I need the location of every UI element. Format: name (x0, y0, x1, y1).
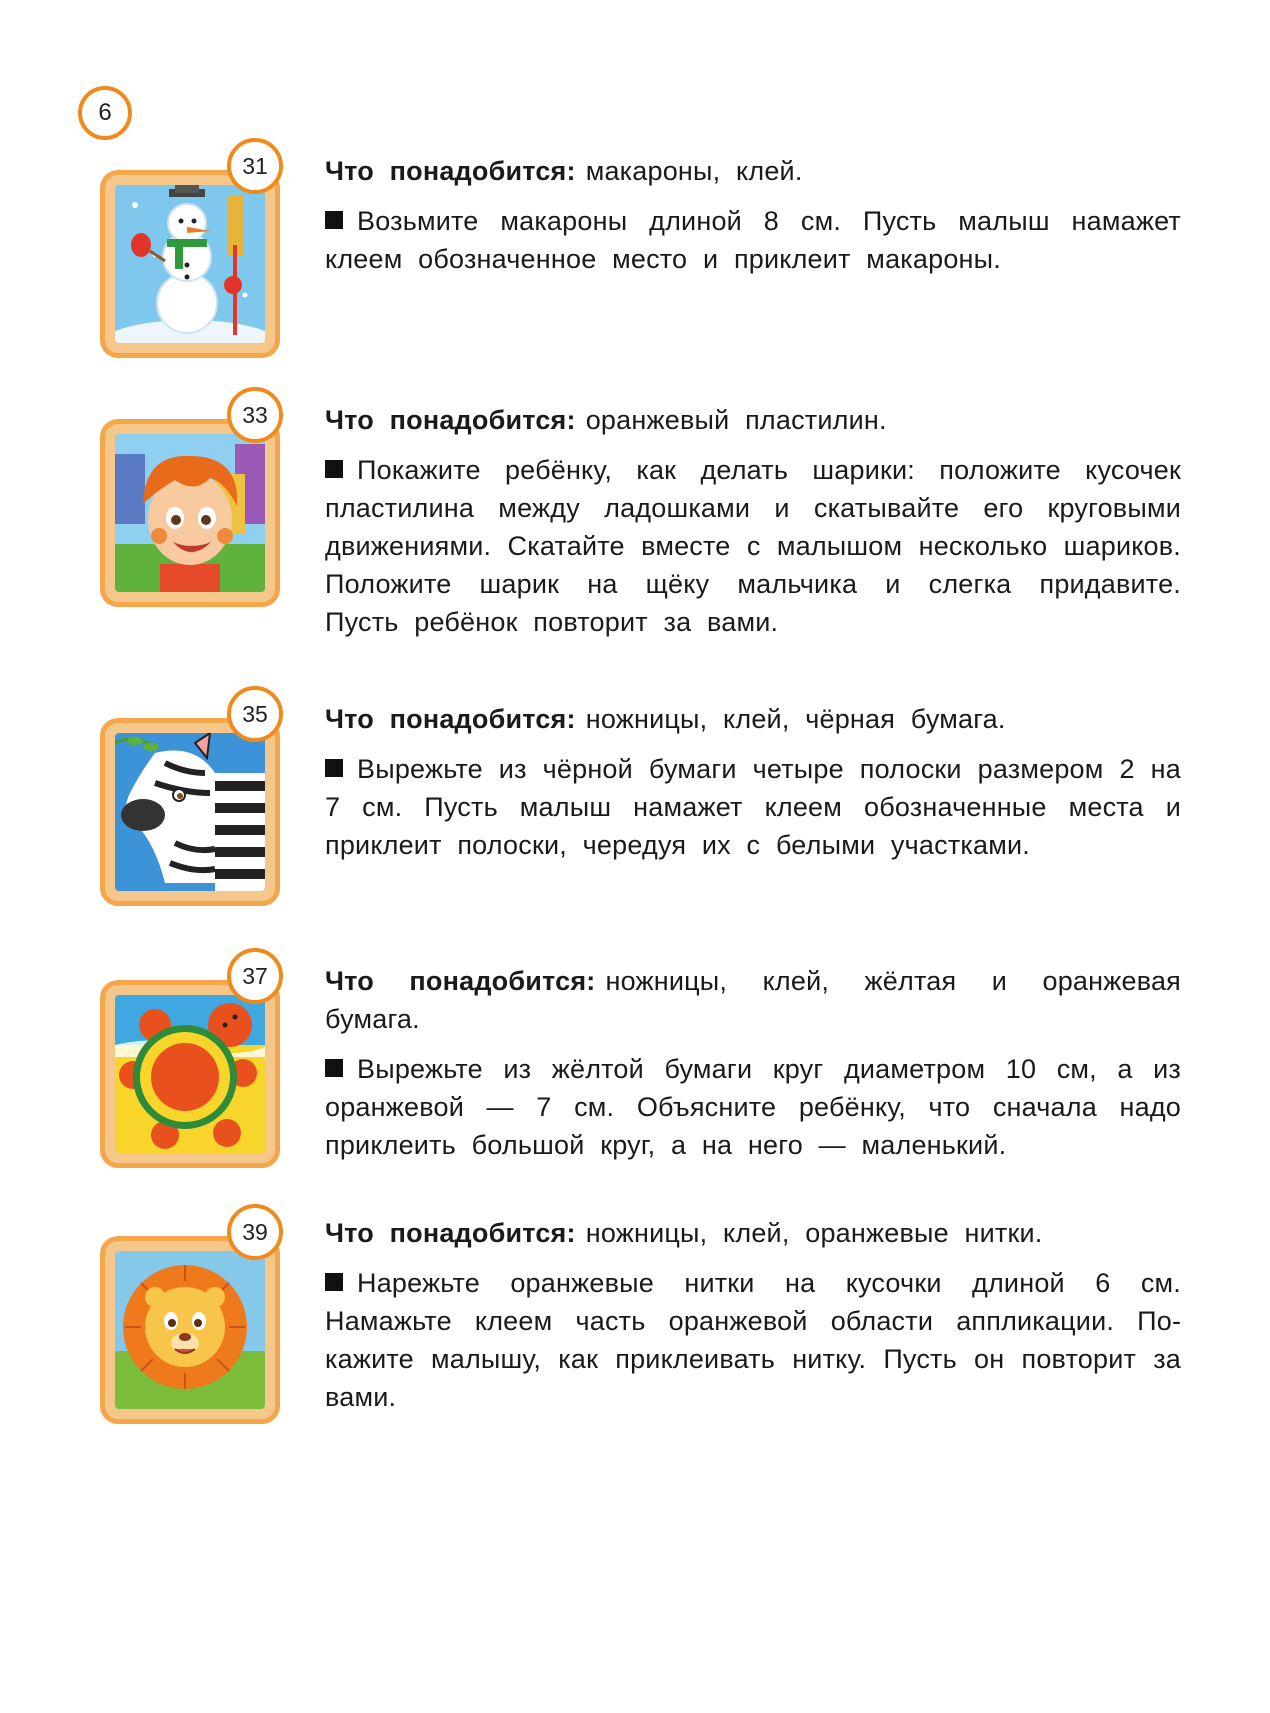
thumbnail-frame (100, 718, 280, 906)
needs-line (325, 962, 1181, 1038)
instruction-body: Возьмите макароны длиной 8 см. Пусть малыш намажет клеем обозначенное место и приклеит макароны. (325, 206, 1181, 274)
needs-text: оранжевый пластилин. (585, 405, 887, 435)
needs-line (325, 1214, 1181, 1252)
needs-text: ножницы, клей, оранжевые нитки. (585, 1218, 1043, 1248)
boy-icon (115, 434, 265, 592)
step-number-badge: 39 (227, 1204, 283, 1260)
step-number-badge: 35 (227, 686, 283, 742)
thumbnail-frame (100, 419, 280, 607)
needs-text: ножницы, клей, чёрная бумага. (585, 704, 1006, 734)
instruction-text (325, 451, 1181, 641)
thumbnail-frame (100, 170, 280, 358)
instruction-body: Нарежьте оранжевые нитки на кусочки длиной 6 см. Намажьте клеем часть оранжевой области аппликации. Покажите малышу, как приклеивать нитку. Пусть он повторит за вами. (325, 1268, 1181, 1412)
entry-text (325, 152, 1181, 278)
entry-text (325, 700, 1181, 864)
page-number: 6 (78, 86, 132, 140)
entry-text (325, 401, 1181, 641)
entry-text (325, 962, 1181, 1164)
needs-label: Что понадобится: (325, 156, 576, 186)
thumbnail-frame (100, 1236, 280, 1424)
instruction-text (325, 202, 1181, 278)
instruction-text (325, 750, 1181, 864)
needs-line (325, 401, 1181, 439)
bullet-square-icon (325, 211, 343, 229)
needs-label: Что понадобится: (325, 405, 576, 435)
sun-flower-icon (115, 995, 265, 1153)
needs-label: Что понадобится: (325, 704, 576, 734)
snowman-icon (115, 185, 265, 343)
needs-line (325, 152, 1181, 190)
instruction-text (325, 1264, 1181, 1416)
bullet-square-icon (325, 1059, 343, 1077)
step-number-badge: 31 (227, 138, 283, 194)
instruction-body: Вырежьте из жёлтой бумаги круг диаметром 10 см, а из оранжевой — 7 см. Объясните ребёнку, что сначала надо приклеить большой круг, а на него — маленький. (325, 1054, 1181, 1160)
lion-icon (115, 1251, 265, 1409)
bullet-square-icon (325, 759, 343, 777)
thumbnail-frame (100, 980, 280, 1168)
needs-label: Что понадобится: (325, 1218, 576, 1248)
step-number-badge: 33 (227, 387, 283, 443)
needs-text: ножницы, клей, жёлтая и оранжевая бумага. (325, 966, 1181, 1034)
zebra-icon (115, 733, 265, 891)
instruction-text (325, 1050, 1181, 1164)
instruction-body: Покажите ребёнку, как делать шарики: положите кусочек пластилина между ладошками и скатывайте его круговыми движениями. Скатайте вместе с малышом несколько шариков. Положите шарик на щёку мальчика и слегка придавите. Пусть ребёнок повторит за вами. (325, 455, 1181, 637)
needs-label: Что понадобится: (325, 966, 596, 996)
entry-text (325, 1214, 1181, 1416)
step-number-badge: 37 (227, 948, 283, 1004)
needs-line (325, 700, 1181, 738)
bullet-square-icon (325, 460, 343, 478)
bullet-square-icon (325, 1273, 343, 1291)
needs-text: макароны, клей. (585, 156, 803, 186)
instruction-body: Вырежьте из чёрной бумаги четыре полоски размером 2 на 7 см. Пусть малыш намажет клеем обозначенные места и приклеит полоски, чередуя их с белыми участками. (325, 754, 1181, 860)
